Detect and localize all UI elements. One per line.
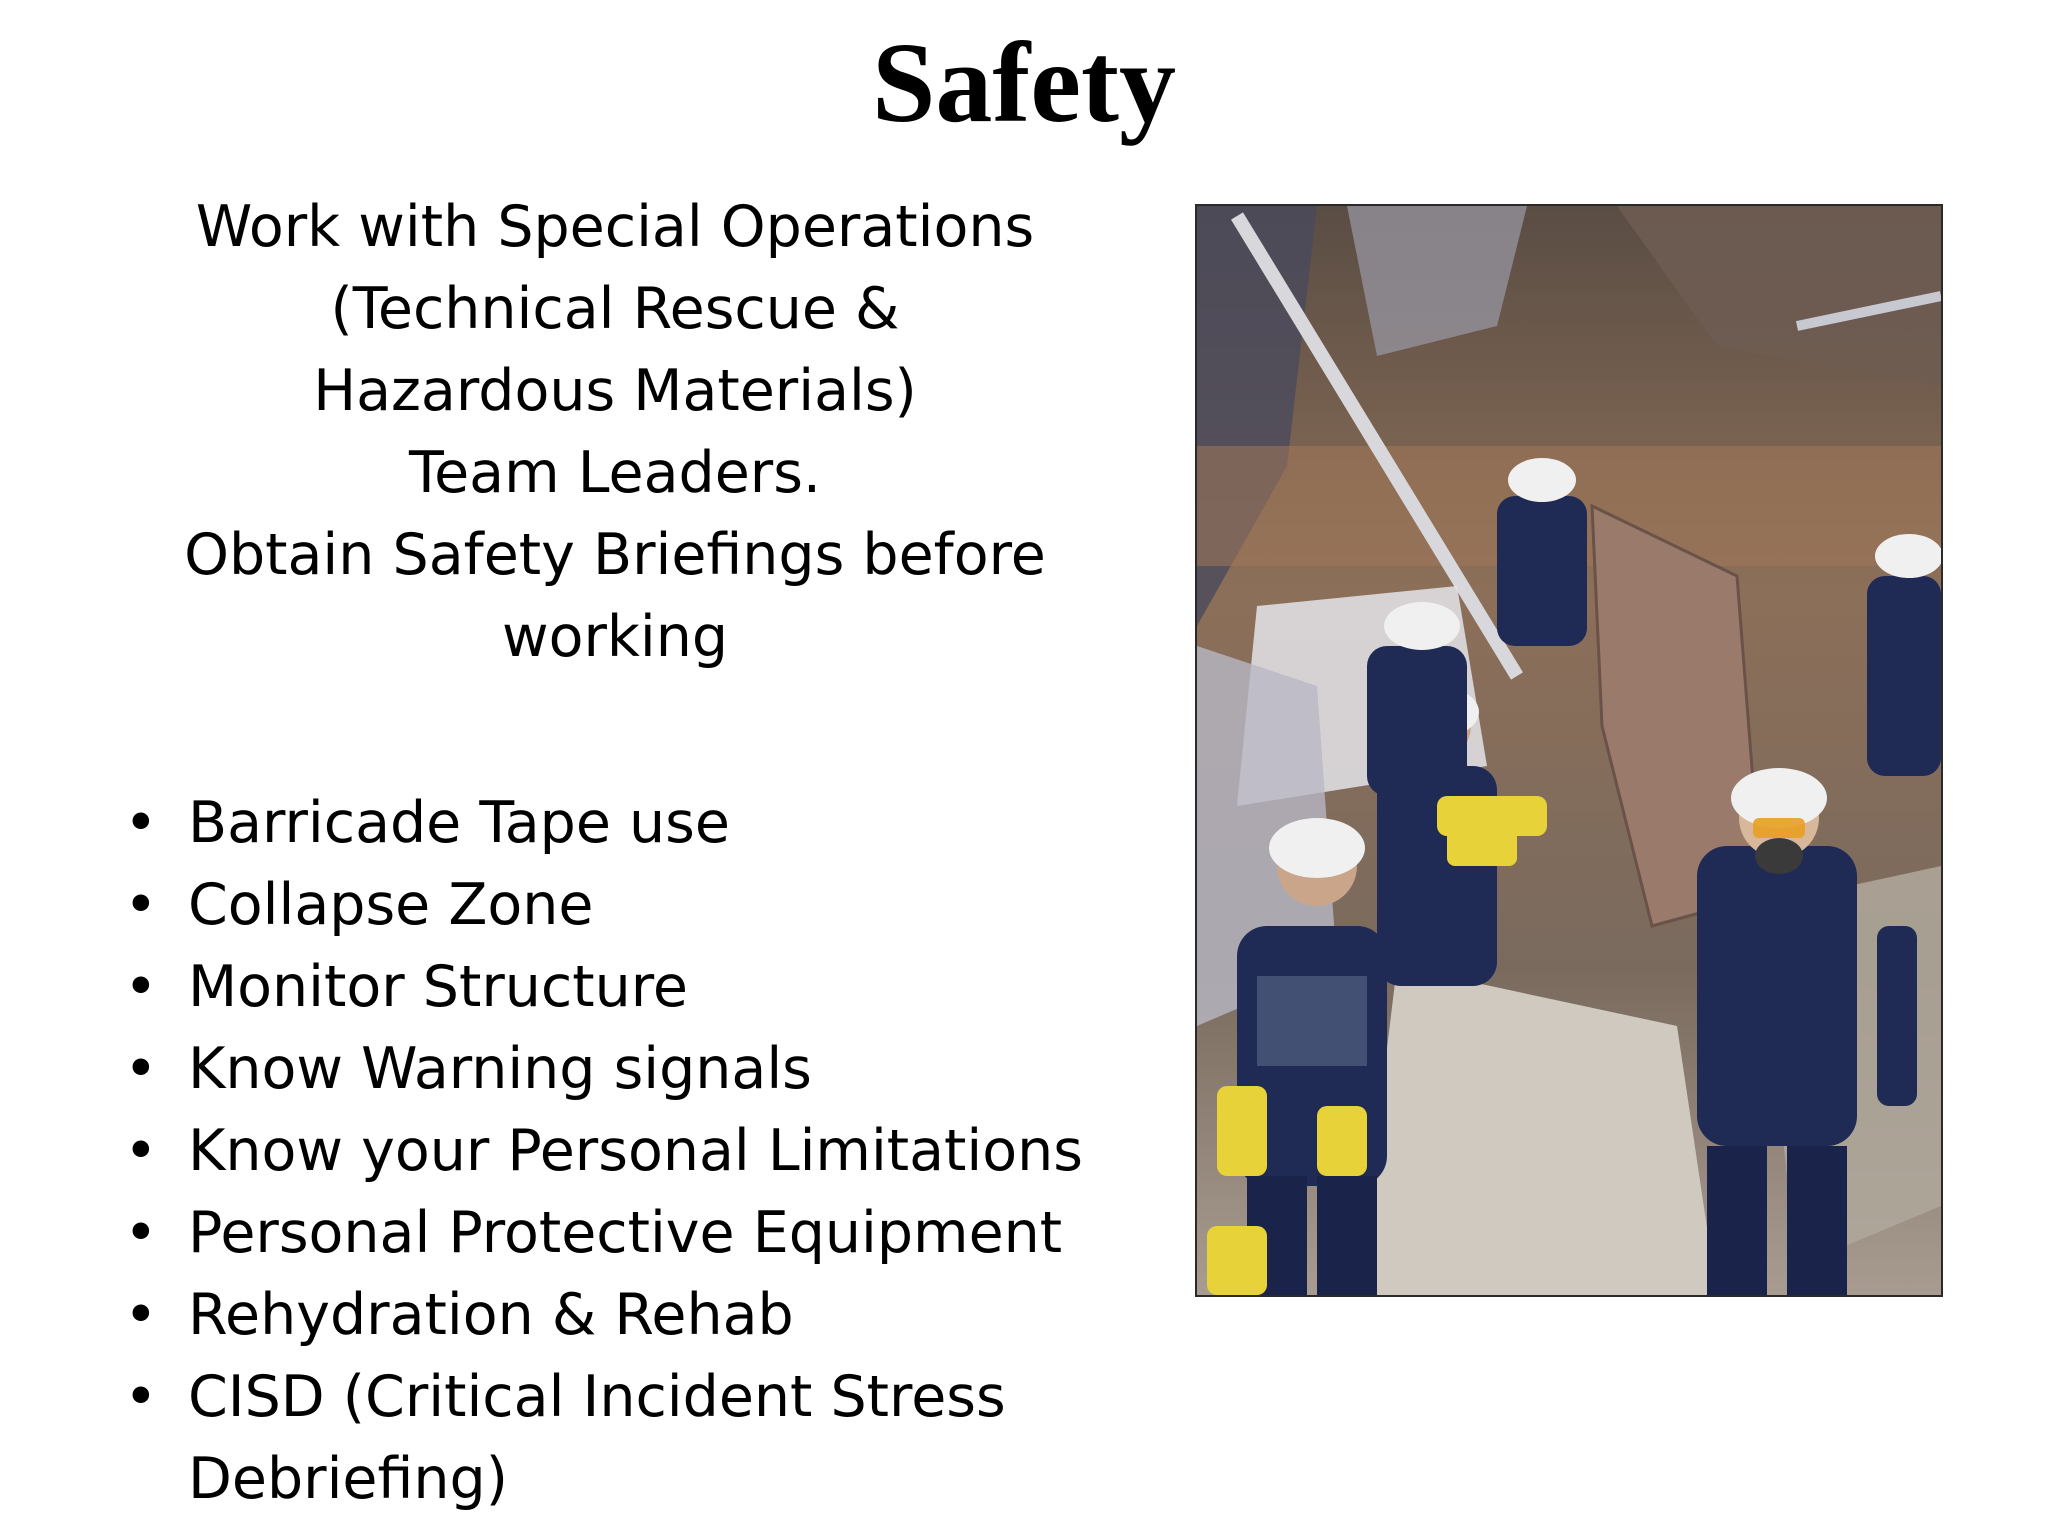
intro-line: Obtain Safety Briefings before (184, 522, 1046, 588)
intro-line: working (501, 604, 729, 670)
bullet-icon: • (124, 1200, 158, 1266)
bullet-text: Barricade Tape use (188, 790, 730, 856)
intro-line: Team Leaders. (408, 440, 822, 506)
bullet-item (118, 864, 1138, 946)
bullet-icon: • (124, 954, 158, 1020)
yellow-equipment (1437, 796, 1547, 836)
safety-bullet-list (118, 782, 1138, 1520)
slide-title: Safety (872, 19, 1176, 146)
intro-line: (Technical Rescue & (330, 276, 900, 342)
intro-line: Work with Special Operations (195, 194, 1035, 260)
bullet-icon: • (124, 872, 158, 938)
bullet-icon: • (124, 790, 158, 856)
yellow-equipment (1207, 1226, 1267, 1295)
bullet-item (118, 1192, 1138, 1274)
bullet-text: Collapse Zone (188, 872, 594, 938)
bullet-item (118, 1274, 1138, 1356)
bullet-text: Personal Protective Equipment (188, 1200, 1063, 1266)
bullet-icon: • (124, 1118, 158, 1184)
bullet-item (118, 1110, 1138, 1192)
bullet-icon: • (124, 1036, 158, 1102)
bullet-text: Rehydration & Rehab (188, 1282, 794, 1348)
intro-text (120, 186, 1110, 678)
bullet-icon: • (124, 1282, 158, 1348)
bullet-text: Monitor Structure (188, 954, 688, 1020)
bullet-text: Know Warning signals (188, 1036, 812, 1102)
rescue-workers-photo (1195, 204, 1943, 1297)
intro-line: Hazardous Materials) (313, 358, 917, 424)
rescue-worker (1497, 458, 1587, 646)
bullet-item (118, 946, 1138, 1028)
bullet-item (118, 1356, 1138, 1520)
bullet-item (118, 1028, 1138, 1110)
bullet-icon: • (124, 1364, 158, 1430)
rescue-scene-illustration (1197, 206, 1941, 1295)
bullet-text: CISD (Critical Incident Stress Debriefing) (188, 1364, 1006, 1512)
bullet-item (118, 782, 1138, 864)
bullet-text: Know your Personal Limitations (188, 1118, 1083, 1184)
